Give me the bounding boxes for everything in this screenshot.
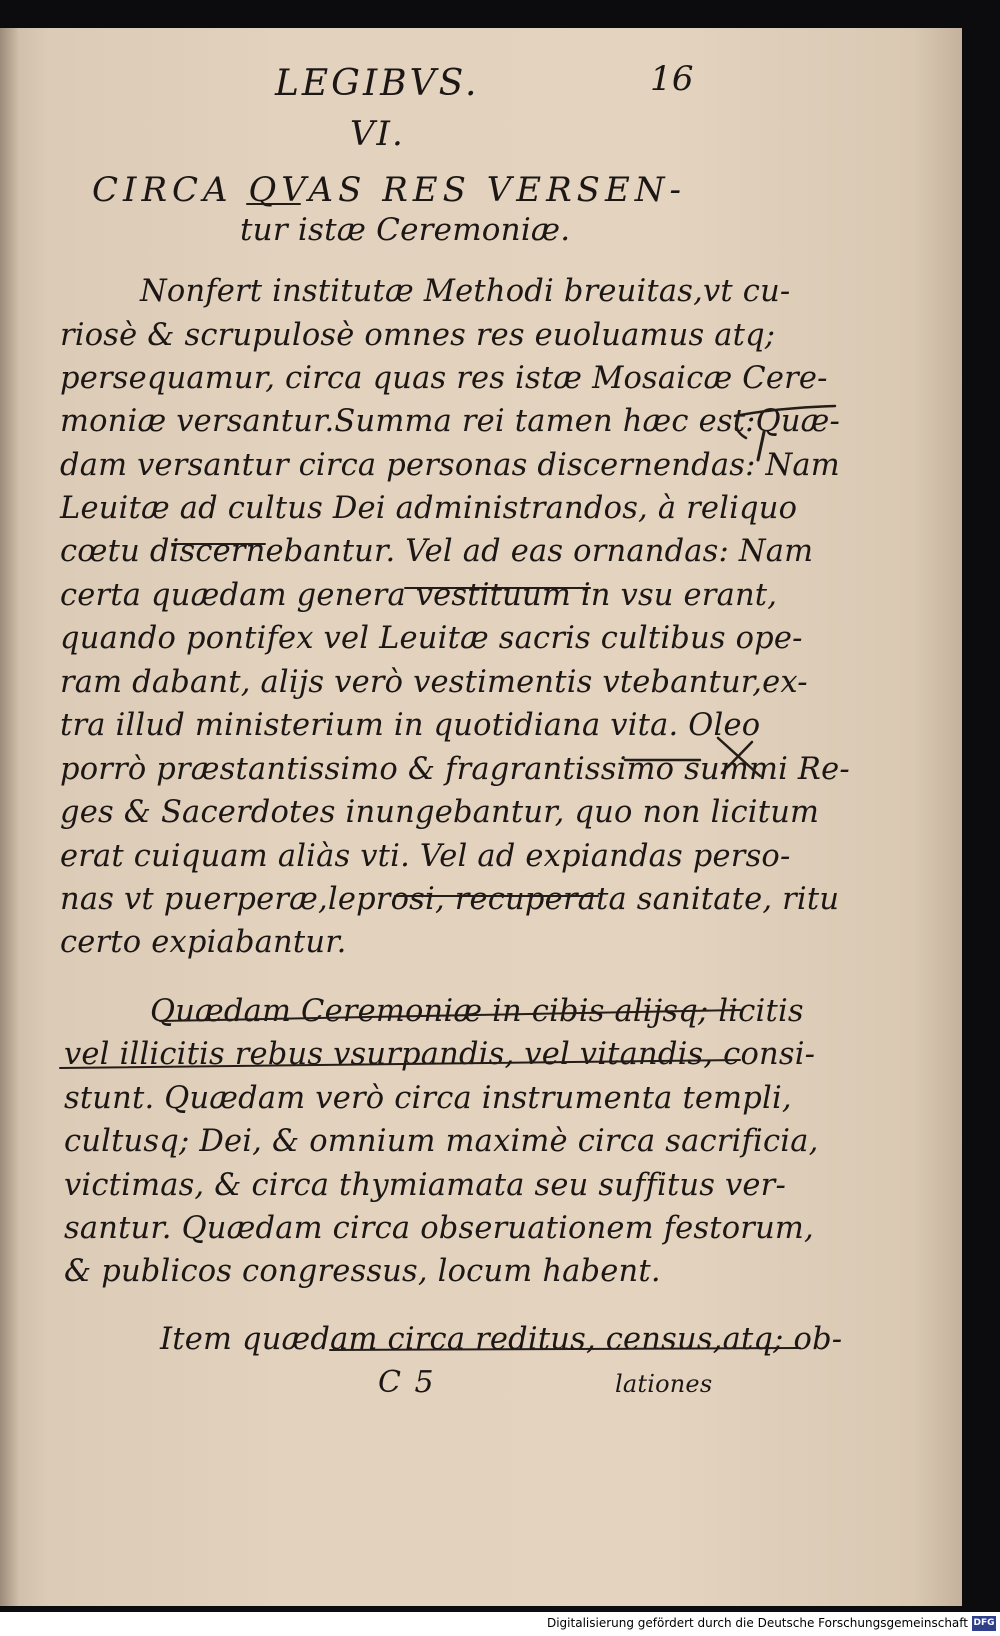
folio-number: 16 <box>650 59 694 99</box>
text-line: ges & Sacerdotes inungebantur, quo non licitum <box>60 795 820 830</box>
catchword: lationes <box>615 1370 713 1398</box>
text-line: erat cuiquam aliàs vti. Vel ad expiandas perso- <box>60 839 791 874</box>
section-heading: CIRCA QVAS RES VERSEN- <box>92 170 687 210</box>
dfg-logo: DFG <box>972 1616 996 1631</box>
text-line: & publicos congressus, locum habent. <box>64 1254 661 1289</box>
text-line: cœtu discernebantur. Vel ad eas ornandas: Nam <box>60 534 814 569</box>
text-line: vel illicitis rebus vsurpandis, vel vitandis, consi- <box>64 1037 816 1072</box>
book-page <box>0 28 962 1606</box>
signature-mark: C 5 <box>378 1365 436 1400</box>
digitization-credit-bar <box>0 1612 1000 1636</box>
text-line: Nonfert institutæ Methodi breuitas,vt cu- <box>140 274 791 309</box>
text-line: certa quædam genera vestituum in vsu erant, <box>60 578 778 613</box>
section-subheading: tur istæ Ceremoniæ. <box>240 212 571 248</box>
text-line: quando pontifex vel Leuitæ sacris cultibus ope- <box>60 621 803 656</box>
section-number: VI. <box>350 114 405 154</box>
credit-text: Digitalisierung gefördert durch die Deutsche Forschungsgemeinschaft <box>546 1616 968 1630</box>
text-line: persequamur, circa quas res istæ Mosaicæ Cere- <box>60 361 828 396</box>
text-line: ram dabant, alijs verò vestimentis vtebantur,ex- <box>60 665 808 700</box>
text-line: victimas, & circa thymiamata seu suffitus ver- <box>64 1168 786 1203</box>
text-line: cultusq; Dei, & omnium maximè circa sacrificia, <box>64 1124 819 1159</box>
text-line: tra illud ministerium in quotidiana vita. Oleo <box>60 708 761 743</box>
text-line: porrò præstantissimo & fragrantissimo summi Re- <box>60 752 850 787</box>
text-line: moniæ versantur.Summa rei tamen hæc est:Quæ- <box>60 404 841 439</box>
text-line: dam versantur circa personas discernendas: Nam <box>60 448 840 483</box>
text-line: certo expiabantur. <box>60 925 347 960</box>
text-line: riosè & scrupulosè omnes res euoluamus atq; <box>60 318 776 353</box>
running-head: LEGIBVS. <box>275 63 480 104</box>
text-line: stunt. Quædam verò circa instrumenta templi, <box>64 1081 792 1116</box>
text-line: nas vt puerperæ,leprosi, recuperata sanitate, ritu <box>60 882 840 917</box>
text-line: Leuitæ ad cultus Dei administrandos, à reliquo <box>60 491 798 526</box>
text-line: Item quædam circa reditus, census,atq; ob- <box>160 1322 843 1357</box>
text-line: Quædam Ceremoniæ in cibis alijsq; licitis <box>150 994 804 1029</box>
text-line: santur. Quædam circa obseruationem festorum, <box>64 1211 814 1246</box>
